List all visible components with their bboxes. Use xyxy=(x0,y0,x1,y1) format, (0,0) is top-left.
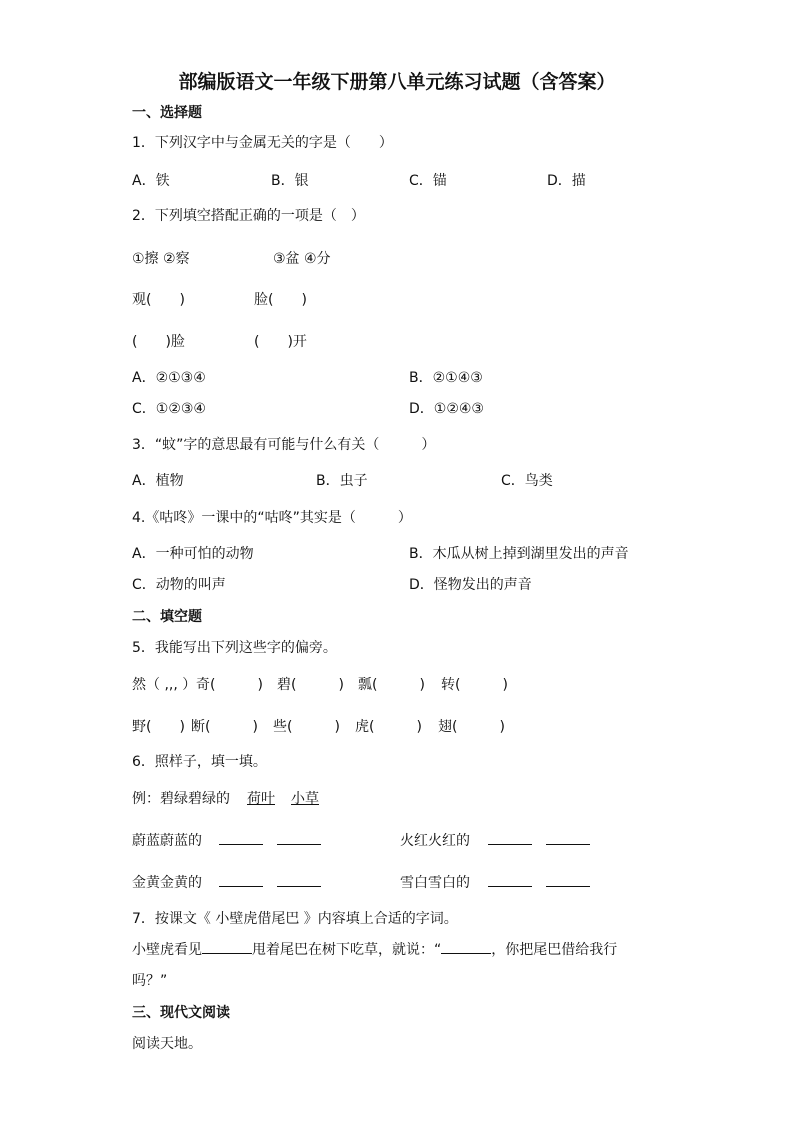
radical-item: 翅( ) xyxy=(438,719,505,735)
question-2-option-c: C．①②③④ xyxy=(132,401,206,417)
question-3-option-c: C．鸟类 xyxy=(501,473,553,489)
answer-blank[interactable] xyxy=(546,832,590,850)
prompt-phrase: 火红火红的 xyxy=(400,833,470,849)
question-1-stem: 1．下列汉字中与金属无关的字是（ ） xyxy=(132,135,393,151)
prompt-phrase: 雪白雪白的 xyxy=(400,875,470,891)
question-2-blank-1: 观( ) xyxy=(132,292,185,308)
question-2-option-a: A．②①③④ xyxy=(132,370,206,386)
question-7-text-b: 甩着尾巴在树下吃草，就说：“ xyxy=(252,942,442,958)
question-3-option-a: A．植物 xyxy=(132,473,184,489)
question-2-chars-2: ③盆 ④分 xyxy=(273,251,331,267)
question-7-line-1 xyxy=(132,941,617,959)
example-word-1: 荷叶 xyxy=(247,791,275,807)
question-2-option-b: B．②①④③ xyxy=(409,370,483,386)
question-7-line-2: 吗？” xyxy=(132,973,168,989)
section-heading-fill: 二、填空题 xyxy=(132,609,202,625)
radical-item: 转( ) xyxy=(441,677,508,693)
radical-item: 奇( ) xyxy=(196,677,263,693)
answer-blank[interactable] xyxy=(277,832,321,850)
answer-blank[interactable] xyxy=(488,832,532,850)
question-4-option-c: C．动物的叫声 xyxy=(132,577,226,593)
reading-intro: 阅读天地。 xyxy=(132,1036,202,1052)
question-5-stem: 5．我能写出下列这些字的偏旁。 xyxy=(132,640,337,656)
radical-item: 些( ) xyxy=(273,719,340,735)
radical-item: 瓢( ) xyxy=(358,677,425,693)
question-2-blank-2: 脸( ) xyxy=(254,292,307,308)
question-2-stem: 2．下列填空搭配正确的一项是（ ） xyxy=(132,208,365,224)
answer-blank[interactable] xyxy=(219,874,263,892)
question-4-option-a: A．一种可怕的动物 xyxy=(132,546,254,562)
answer-blank[interactable] xyxy=(219,832,263,850)
question-1-option-d: D．描 xyxy=(547,173,586,189)
question-2-blank-3: ( )脸 xyxy=(132,334,185,350)
question-4-stem: 4.《咕咚》一课中的“咕咚”其实是（ ） xyxy=(132,510,412,526)
example-label: 例：碧绿碧绿的 xyxy=(132,791,230,807)
question-7-stem: 7．按课文《 小壁虎借尾巴 》内容填上合适的字词。 xyxy=(132,911,458,927)
question-6-stem: 6．照样子，填一填。 xyxy=(132,754,267,770)
page-title: 部编版语文一年级下册第八单元练习试题（含答案） xyxy=(178,71,616,93)
question-4-option-d: D．怪物发出的声音 xyxy=(409,577,532,593)
question-1-option-a: A．铁 xyxy=(132,173,170,189)
answer-blank[interactable] xyxy=(488,874,532,892)
question-2-option-d: D．①②④③ xyxy=(409,401,484,417)
answer-blank[interactable] xyxy=(277,874,321,892)
radical-item: 碧( ) xyxy=(277,677,344,693)
question-2-chars: ①擦 ②察 xyxy=(132,251,190,267)
answer-blank[interactable] xyxy=(441,941,491,954)
section-heading-reading: 三、现代文阅读 xyxy=(132,1005,230,1021)
answer-blank[interactable] xyxy=(202,941,252,954)
question-3-stem: 3．“蚊”字的意思最有可能与什么有关（ ） xyxy=(132,437,436,453)
question-4-option-b: B．木瓜从树上掉到湖里发出的声音 xyxy=(409,546,629,562)
prompt-phrase: 蔚蓝蔚蓝的 xyxy=(132,833,202,849)
question-2-blank-4: ( )开 xyxy=(254,334,307,350)
radical-item: 然（ ,,, ） xyxy=(132,677,197,693)
answer-blank[interactable] xyxy=(546,874,590,892)
question-1-option-b: B．银 xyxy=(271,173,309,189)
question-3-option-b: B．虫子 xyxy=(316,473,368,489)
question-1-option-c: C．锚 xyxy=(409,173,447,189)
radical-item: 野( ) xyxy=(132,719,185,735)
radical-item: 断( ) xyxy=(191,719,258,735)
section-heading-choice: 一、选择题 xyxy=(132,105,202,121)
example-word-2: 小草 xyxy=(291,791,319,807)
radical-item: 虎( ) xyxy=(355,719,422,735)
prompt-phrase: 金黄金黄的 xyxy=(132,875,202,891)
question-7-text-a: 小壁虎看见 xyxy=(132,942,202,958)
question-7-text-c: ，你把尾巴借给我行 xyxy=(491,942,618,958)
